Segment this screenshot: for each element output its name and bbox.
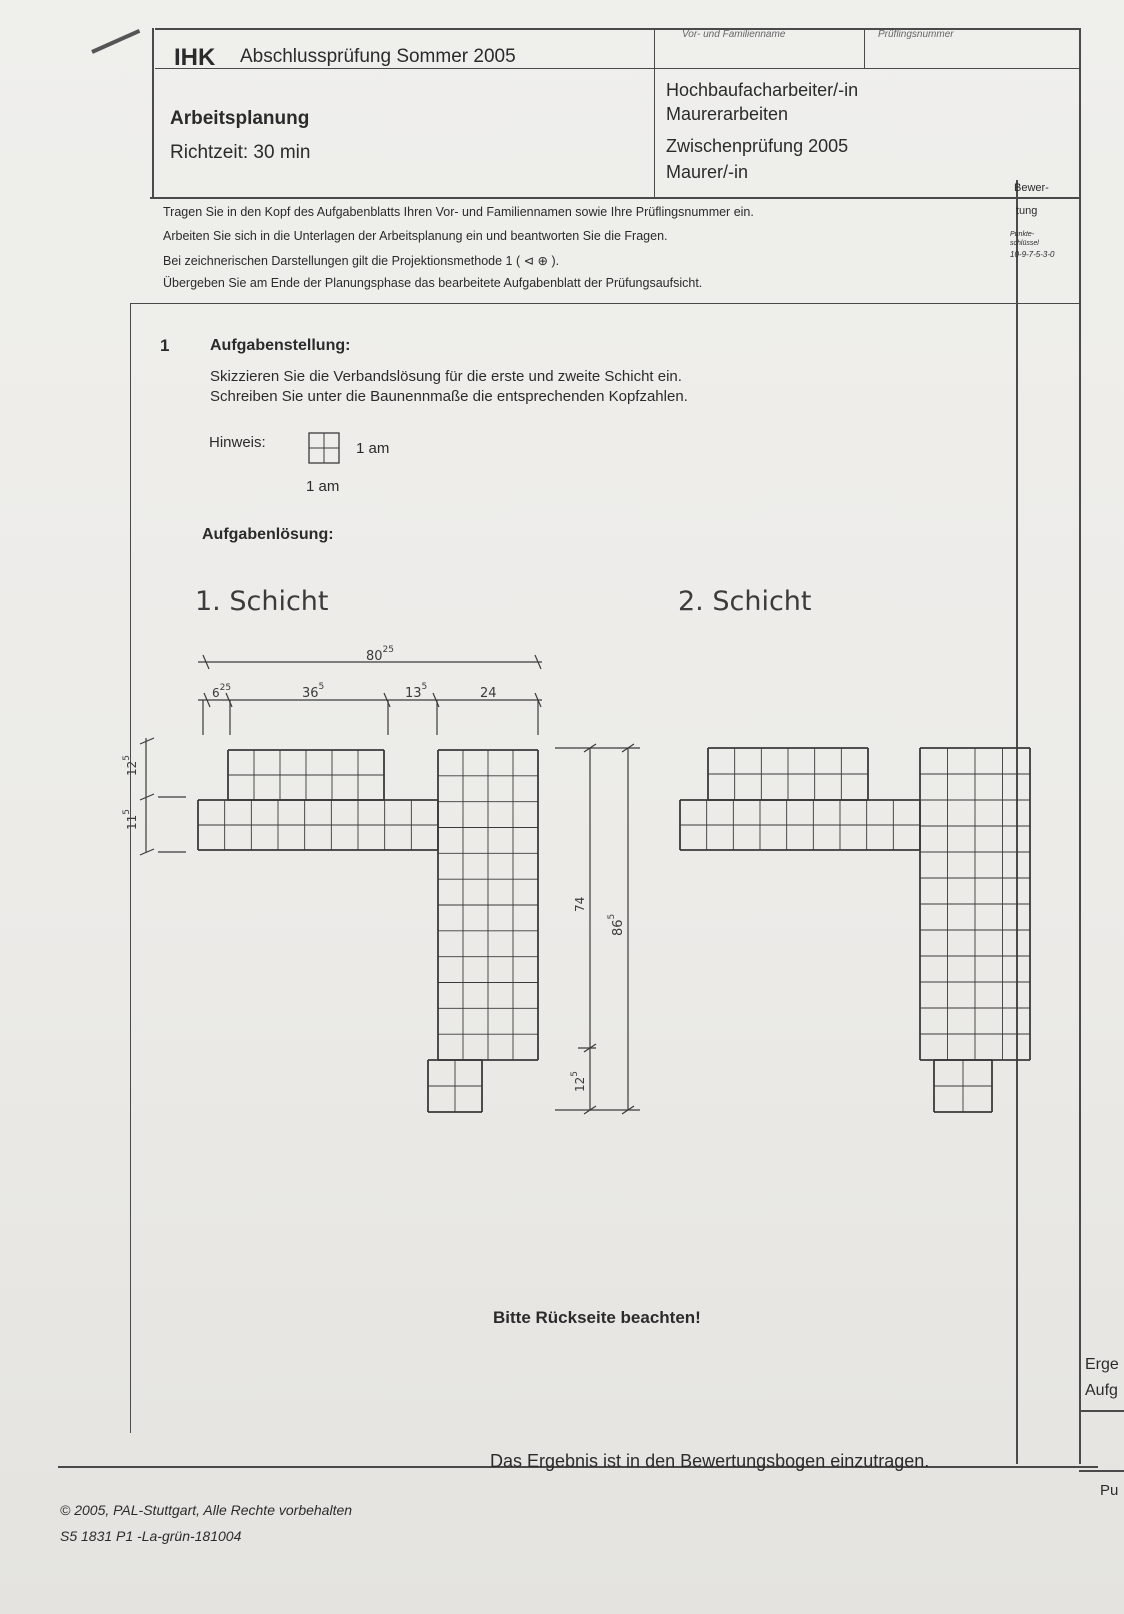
exam-title: Abschlussprüfung Sommer 2005	[240, 46, 516, 67]
document-code: S5 1831 P1 -La-grün-181004	[60, 1528, 242, 1544]
instruction-line2: Arbeiten Sie sich in die Unterlagen der Arbeitsplanung ein und beantworten Sie die Fragen.	[163, 229, 668, 243]
exam-type: Zwischenprüfung 2005	[666, 136, 849, 156]
result-label-line2: Aufg	[1085, 1382, 1118, 1399]
exam-title-brand: IHK	[174, 44, 216, 71]
dim-a: $6^{25}$	[212, 683, 232, 700]
copyright: © 2005, PAL-Stuttgart, Alle Rechte vorbehalten	[60, 1502, 353, 1518]
result-box-top	[1079, 1410, 1124, 1412]
number-field-label: Prüflingsnummer	[878, 29, 954, 40]
dim-vert-a: 74	[573, 896, 587, 912]
points-label-line1: Punkte-	[1010, 231, 1035, 238]
grading-label-line2: tung	[1016, 205, 1038, 217]
layer1-bond-grid	[198, 750, 538, 1112]
subject-label: Arbeitsplanung	[170, 108, 310, 129]
trade-label: Maurer/-in	[666, 162, 749, 182]
task-text-line2: Schreiben Sie unter die Baunennmaße die entsprechenden Kopfzahlen.	[210, 388, 688, 405]
result-note: Das Ergebnis ist in den Bewertungsbogen einzutragen.	[490, 1451, 930, 1471]
dim-d: 24	[480, 686, 497, 701]
turn-over-note: Bitte Rückseite beachten!	[493, 1308, 701, 1327]
result-box-bottom	[1079, 1470, 1124, 1472]
result-label-line1: Erge	[1085, 1356, 1119, 1373]
solution-heading: Aufgabenlösung:	[202, 526, 334, 543]
points-scale: 10-9-7-5-3-0	[1010, 250, 1055, 259]
points-label-line2: schlüssel	[1010, 240, 1039, 247]
hint-unit-below: 1 am	[306, 478, 340, 495]
name-field-label: Vor- und Familienname	[682, 29, 786, 40]
dim-c: $13^5$	[405, 682, 428, 701]
task-heading: Aufgabenstellung:	[210, 337, 351, 354]
layer2-title: 2. Schicht	[678, 586, 812, 617]
instruction-line1: Tragen Sie in den Kopf des Aufgabenblatts Ihren Vor- und Familiennamen sowie Ihre Prüflingsnummer ein.	[163, 205, 754, 219]
dim-b: $36^5$	[302, 682, 325, 701]
task-text-line1: Skizzieren Sie die Verbandslösung für die erste und zweite Schicht ein.	[210, 368, 682, 385]
dim-left-bottom: $11^5$	[122, 808, 139, 830]
task-number: 1	[160, 336, 170, 355]
occupation-line2: Maurerarbeiten	[666, 104, 789, 124]
hint-unit-right: 1 am	[356, 440, 390, 457]
dim-vert-b: $12^5$	[570, 1070, 587, 1092]
dimension-lines	[140, 655, 640, 1114]
instruction-line3: Bei zeichnerischen Darstellungen gilt die Projektionsmethode 1 ( ⊲ ⊕ ).	[163, 254, 560, 268]
layer2-bond-grid	[680, 748, 1030, 1112]
instruction-line4: Übergeben Sie am Ende der Planungsphase das bearbeitete Aufgabenblatt der Prüfungsaufsicht.	[163, 276, 703, 290]
dim-vert-total: $86^5$	[607, 913, 626, 936]
points-abbrev: Pu	[1100, 1482, 1119, 1499]
hint-label: Hinweis:	[209, 434, 266, 451]
dim-total: $80^{25}$	[366, 645, 394, 664]
dim-left-top: $12^5$	[122, 754, 139, 776]
grading-label-line1: Bewer-	[1014, 182, 1049, 194]
time-label: Richtzeit: 30 min	[170, 142, 311, 163]
layer1-title: 1. Schicht	[195, 586, 329, 617]
occupation-line1: Hochbaufacharbeiter/-in	[666, 80, 859, 100]
